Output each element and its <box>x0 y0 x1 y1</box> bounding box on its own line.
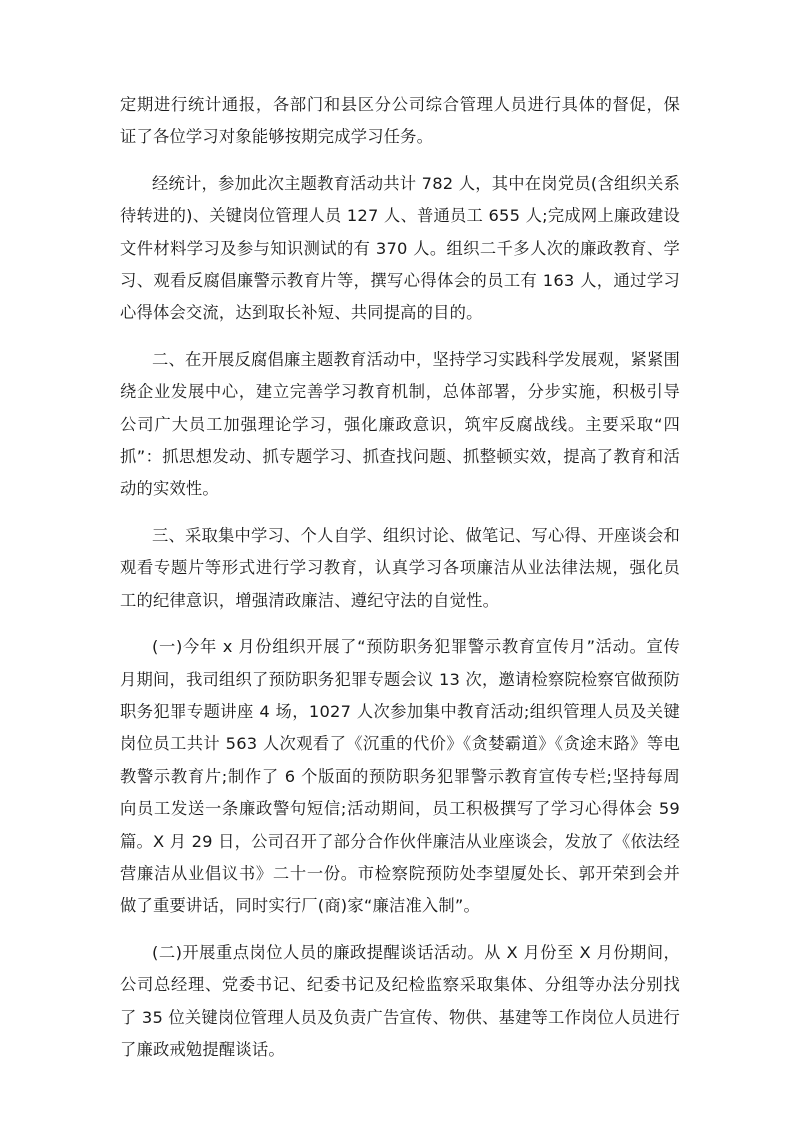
paragraph-subsection-one: (一)今年 x 月份组织开展了“预防职务犯罪警示教育宣传月”活动。宣传月期间，我司组织了预防职务犯罪专题会议 13 次，邀请检察院检察官做预防职务犯罪专题讲座 4 场，1027 人次参加集中教育活动;组织管理人员及关键岗位员工共计 563 人次观看了《沉重的代价》《贪婪霸道》《贪途末路》等电教警示教育片;制作了 6 个版面的预防职务犯罪警示教育宣传专栏;坚持每周向员工发送一条廉政警句短信;活动期间，员工积极撰写了学习心得体会 59 篇。X 月 29 日，公司召开了部分合作伙伴廉洁从业座谈会，发放了《依法经营廉洁从业倡议书》二十一份。市检察院预防处李望厦处长、郭开荣到会并做了重要讲话，同时实行厂(商)家“廉洁准入制”。 <box>120 637 680 916</box>
paragraph-subsection-two: (二)开展重点岗位人员的廉政提醒谈话活动。从 X 月份至 X 月份期间，公司总经理、党委书记、纪委书记及纪检监察采取集体、分组等办法分别找了 35 位关键岗位管理人员及负责广告宣传、物供、基建等工作岗位人员进行了廉政戒勉提醒谈话。 <box>120 942 680 1059</box>
paragraph-section-three: 三、采取集中学习、个人自学、组织讨论、做笔记、写心得、开座谈会和观看专题片等形式进行学习教育，认真学习各项廉洁从业法律法规，强化员工的纪律意识，增强清政廉洁、遵纪守法的自觉性。 <box>120 525 680 610</box>
paragraph-section-two: 二、在开展反腐倡廉主题教育活动中，坚持学习实践科学发展观，紧紧围绕企业发展中心，建立完善学习教育机制，总体部署，分步实施，积极引导公司广大员工加强理论学习，强化廉政意识，筑牢反腐战线。主要采取“四抓”：抓思想发动、抓专题学习、抓查找问题、抓整顿实效，提高了教育和活动的实效性。 <box>120 349 680 499</box>
paragraph-statistics: 经统计，参加此次主题教育活动共计 782 人，其中在岗党员(含组织关系待转进的)、关键岗位管理人员 127 人、普通员工 655 人;完成网上廉政建设文件材料学习及参与知识测试的有 370 人。组织二千多人次的廉政教育、学习、观看反腐倡廉警示教育片等，撰写心得体会的员工有 163 人，通过学习心得体会交流，达到取长补短、共同提高的目的。 <box>120 173 680 323</box>
document-page <box>120 89 680 1080</box>
paragraph-continuation: 定期进行统计通报，各部门和县区分公司综合管理人员进行具体的督促，保证了各位学习对象能够按期完成学习任务。 <box>120 95 680 147</box>
